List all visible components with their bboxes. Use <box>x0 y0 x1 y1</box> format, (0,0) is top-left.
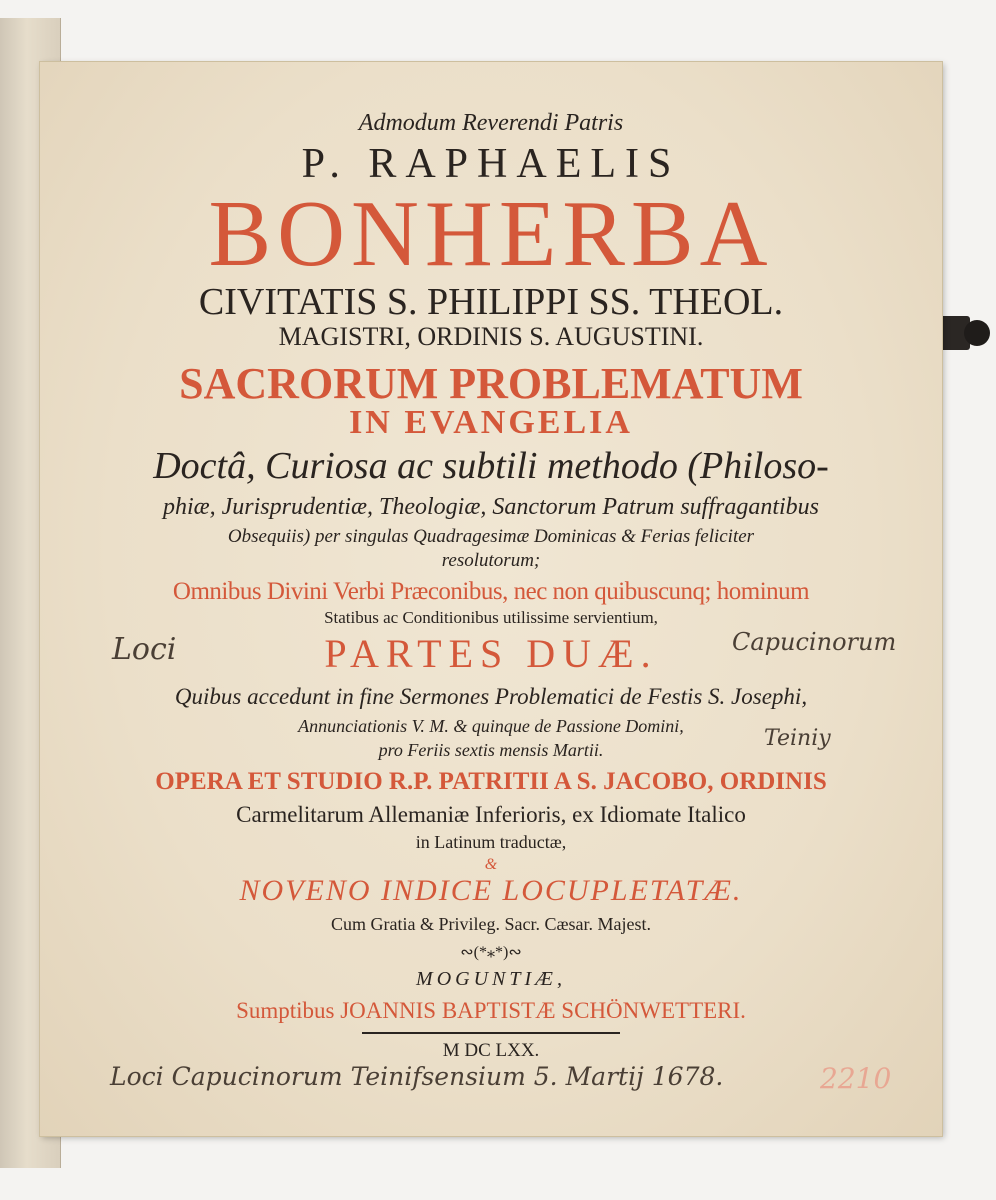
handwritten-note-right: Capucinorum <box>732 628 897 656</box>
index-line: NOVENO INDICE LOCUPLETATÆ. <box>239 874 743 907</box>
work-subtitle: IN EVANGELIA <box>349 404 633 441</box>
handwritten-note-left: Loci <box>112 632 177 667</box>
ampersand: & <box>484 856 498 873</box>
author-first-name: P. RAPHAELIS <box>301 141 681 187</box>
printers-ornament: ∾(*⁎*)∾ <box>460 944 522 961</box>
editor-line: OPERA ET STUDIO R.P. PATRITII A S. JACOBO, ORDINIS <box>155 768 827 795</box>
audience-line-2: Statibus ac Conditionibus utilissime servientium, <box>324 608 658 627</box>
book-clasp <box>936 298 994 368</box>
appendix-line-3: pro Feriis sextis mensis Martii. <box>378 740 604 760</box>
handwritten-note-right-2: Teiniy <box>764 726 831 751</box>
author-order: MAGISTRI, ORDINIS S. AUGUSTINI. <box>278 322 704 351</box>
audience-line: Omnibus Divini Verbi Præconibus, nec non quibuscunq; hominum <box>172 578 810 605</box>
description-line-4: resolutorum; <box>441 550 541 571</box>
handwritten-number: 2210 <box>820 1062 892 1095</box>
imprint-date: M DC LXX. <box>442 1040 540 1061</box>
imprint-place: MOGUNTIÆ, <box>416 968 566 990</box>
work-title: SACRORUM PROBLEMATUM <box>179 359 803 408</box>
description-line-2: phiæ, Jurisprudentiæ, Theologiæ, Sanctorum Patrum suffragantibus <box>162 494 820 520</box>
appendix-line-1: Quibus accedunt in fine Sermones Problematici de Festis S. Josephi, <box>174 684 808 709</box>
title-page <box>40 62 942 1136</box>
privilege-line: Cum Gratia & Privileg. Sacr. Cæsar. Majest. <box>331 914 651 934</box>
translation-line-2: in Latinum traductæ, <box>415 832 567 852</box>
dedication-line: Admodum Reverendi Patris <box>358 110 624 136</box>
parts-heading: PARTES DUÆ. <box>324 631 658 676</box>
description-line-1: Doctâ, Curiosa ac subtili methodo (Philoso- <box>153 445 829 487</box>
appendix-line-2: Annunciationis V. M. & quinque de Passione Domini, <box>298 716 684 736</box>
imprint-publisher: Sumptibus JOANNIS BAPTISTÆ SCHÖNWETTERI. <box>236 998 746 1023</box>
imprint-rule <box>362 1032 620 1034</box>
author-origin: CIVITATIS S. PHILIPPI SS. THEOL. <box>198 281 784 323</box>
author-surname: BONHERBA <box>208 182 774 286</box>
handwritten-provenance: Loci Capucinorum Teinifsensium 5. Martij 1678. <box>110 1062 724 1091</box>
description-line-3: Obsequiis) per singulas Quadragesimæ Dominicas & Ferias feliciter <box>227 526 755 547</box>
translation-line-1: Carmelitarum Allemaniæ Inferioris, ex Idiomate Italico <box>236 802 746 827</box>
